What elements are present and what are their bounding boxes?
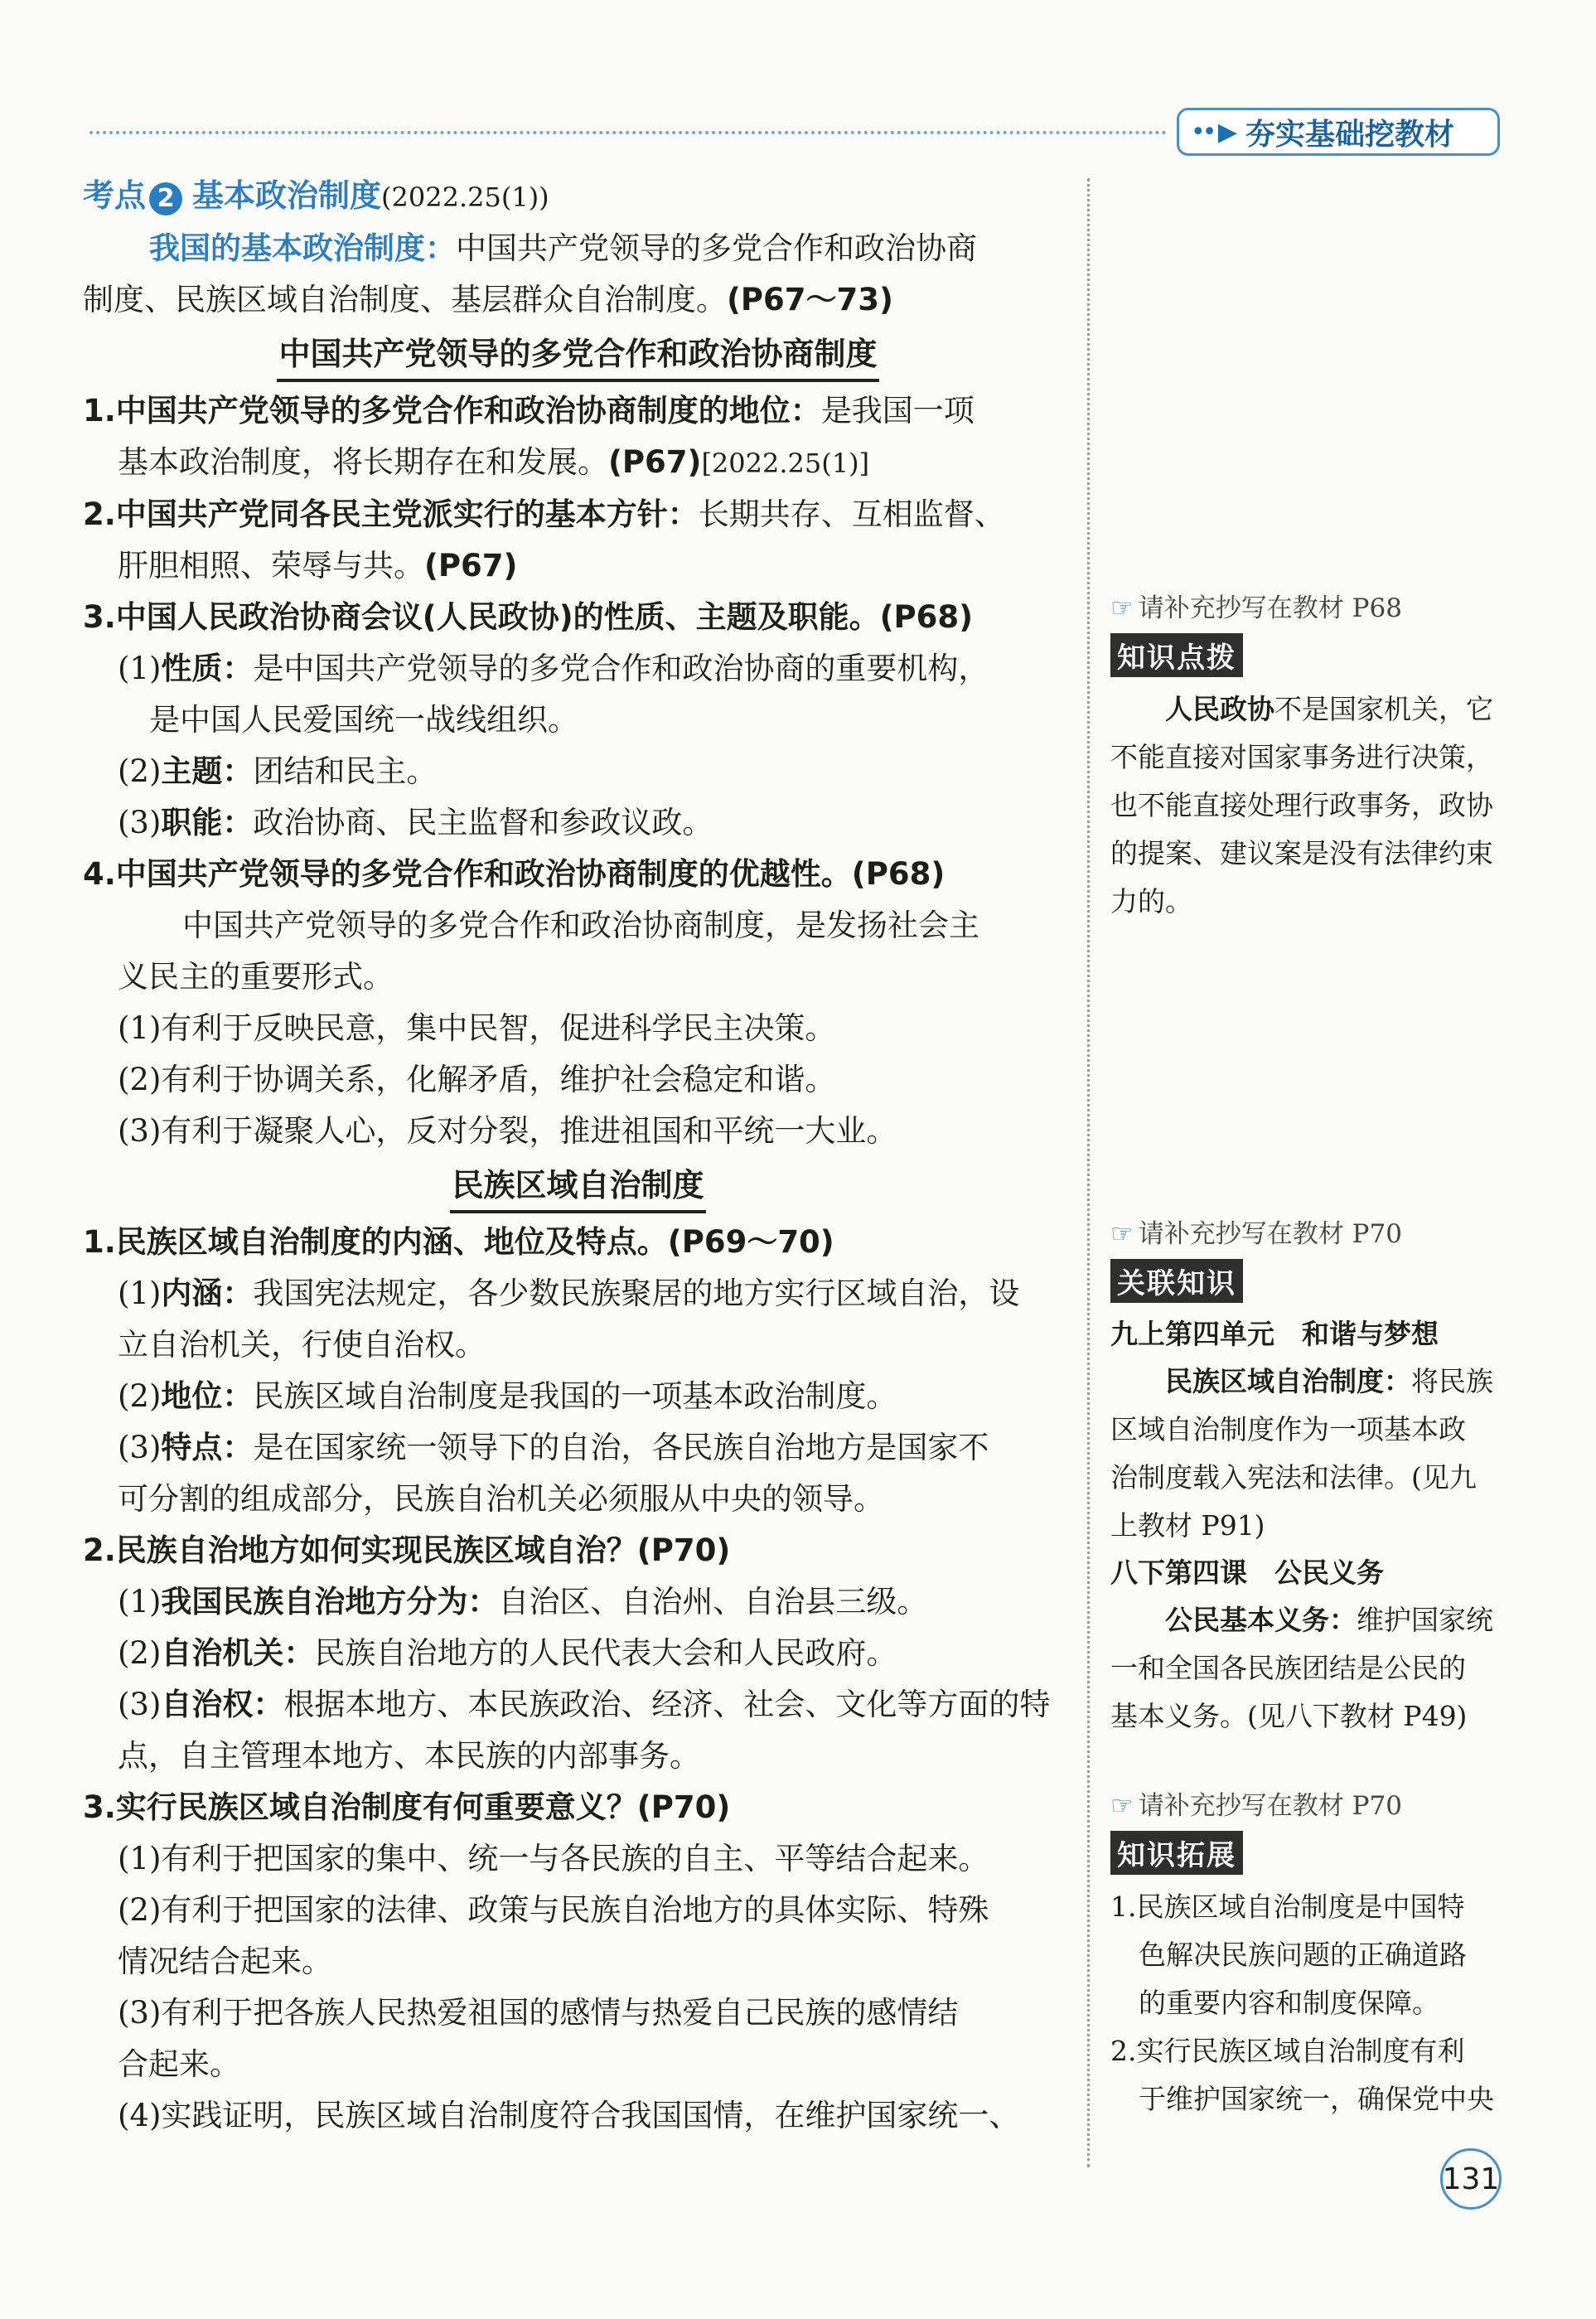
side2-t1-line-2: 区域自治制度作为一项基本政	[1110, 1413, 1466, 1445]
sec2-item-1-c-term: 特点：	[161, 1430, 254, 1465]
intro-text-1: 中国共产党领导的多党合作和政治协商	[456, 230, 977, 266]
sec2-item-1-b-text: 民族区域自治制度是我国的一项基本政治制度。	[253, 1378, 897, 1414]
sidebar-related-block	[1110, 1214, 1508, 1740]
intro-page: (P67～73)	[727, 282, 893, 317]
copy-note-1-text: 请补充抄写在教材 P68	[1138, 593, 1402, 623]
intro-line-1	[83, 223, 1073, 274]
sec2-item-1-c-text: 是在国家统一领导下的自治，各民族自治地方是国家不	[253, 1430, 989, 1465]
item-4-p2: 义民主的重要形式。	[118, 959, 394, 995]
kaodian-label: 考点	[83, 177, 147, 214]
pointing-hand-icon: ☞	[1110, 593, 1134, 623]
sec2-item-1-b-term: 地位：	[161, 1378, 254, 1414]
item-3-b	[83, 746, 1073, 797]
sec2-item-1-a-term: 内涵：	[161, 1276, 254, 1311]
kaodian-heading	[83, 170, 1073, 223]
copy-note-2-text: 请补充抄写在教材 P70	[1138, 1219, 1402, 1249]
pointing-hand-icon: ☞	[1110, 1219, 1134, 1249]
section-title-1	[83, 331, 1073, 382]
section-title-1-text: 中国共产党领导的多党合作和政治协商制度	[277, 331, 878, 382]
tag-guanlianzhishi: 关联知识	[1110, 1259, 1243, 1303]
arrow-icon: •• ▶	[1191, 117, 1234, 147]
item-1-line-1	[83, 385, 1073, 437]
item-3-a-num: (1)	[118, 651, 162, 686]
item-1-ref: [2022.25(1)]	[701, 448, 870, 479]
sec2-item-3-c: (3)有利于把各族人民热爱祖国的感情与热爱自己民族的感情结	[118, 1995, 959, 2031]
side2-t2-line-3: 基本义务。(见八下教材 P49)	[1110, 1700, 1468, 1732]
sec2-item-1-b	[83, 1371, 1073, 1422]
sec2-item-3-b: (2)有利于把国家的法律、政策与民族自治地方的具体实际、特殊	[118, 1892, 989, 1928]
side2-t1-term: 民族区域自治制度：	[1165, 1365, 1411, 1397]
item-3-a	[83, 643, 1073, 695]
item-2-text: 肝胆相照、荣辱与共。	[118, 548, 424, 583]
sec2-item-2-c-term: 自治权：	[161, 1687, 284, 1722]
side2-t1-text-a: 将民族	[1411, 1365, 1493, 1397]
header-dotted-rule	[89, 131, 1167, 134]
kaodian-title: 基本政治制度	[192, 177, 382, 214]
side2-t2-term: 公民基本义务：	[1165, 1604, 1357, 1636]
item-3-head: 3.中国人民政治协商会议(人民政协)的性质、主题及职能。(P68)	[83, 599, 974, 635]
section-tab-title: 夯实基础挖教材	[1245, 117, 1455, 152]
sec2-item-1-a-num: (1)	[118, 1276, 162, 1311]
intro-term: 我国的基本政治制度：	[149, 230, 456, 266]
side2-heading-2: 八下第四课 公民义务	[1110, 1556, 1384, 1589]
sec2-item-2-a-num: (1)	[118, 1584, 162, 1619]
tag-zhishidianbo: 知识点拨	[1110, 633, 1243, 677]
sec2-item-3-a: (1)有利于把国家的集中、统一与各民族的自主、平等结合起来。	[118, 1841, 989, 1876]
item-2-page: (P67)	[424, 548, 518, 583]
sec2-item-1-a	[83, 1268, 1073, 1319]
sidebar-extension-block	[1110, 1786, 1508, 2123]
sec2-item-2-a	[83, 1576, 1073, 1628]
item-2-line-1	[83, 489, 1073, 540]
item-3-c	[83, 797, 1073, 849]
kaodian-ref: (2022.25(1))	[381, 182, 549, 213]
sec2-item-3-b-line-2: 情况结合起来。	[118, 1944, 332, 1979]
sec2-item-1-head: 1.民族区域自治制度的内涵、地位及特点。(P69～70)	[83, 1224, 834, 1260]
column-divider	[1087, 178, 1090, 2167]
sec2-item-1-c-line-2: 可分割的组成部分，民族自治机关必须服从中央的领导。	[118, 1481, 884, 1517]
item-4-c: (3)有利于凝聚人心，反对分裂，推进祖国和平统一大业。	[118, 1113, 897, 1149]
sec2-item-2-c-text: 根据本地方、本民族政治、经济、社会、文化等方面的特	[283, 1687, 1051, 1722]
item-1-page: (P67)	[608, 444, 702, 480]
copy-note-2	[1110, 1214, 1508, 1254]
sec2-item-2-head: 2.民族自治地方如何实现民族区域自治？(P70)	[83, 1532, 731, 1568]
section-title-2	[83, 1162, 1073, 1213]
sec2-item-1-b-num: (2)	[118, 1378, 162, 1414]
item-4-p1: 中国共产党领导的多党合作和政治协商制度，是发扬社会主	[182, 908, 979, 943]
item-3-c-num: (3)	[118, 805, 162, 840]
sec2-item-2-c-num: (3)	[118, 1687, 162, 1722]
item-4-head: 4.中国共产党领导的多党合作和政治协商制度的优越性。(P68)	[83, 856, 946, 892]
copy-note-3-text: 请补充抄写在教材 P70	[1138, 1791, 1402, 1821]
side2-t1-line-1	[1110, 1358, 1508, 1406]
side2-t2-text-a: 维护国家统	[1357, 1604, 1493, 1636]
sec2-item-2-b-term: 自治机关：	[161, 1635, 315, 1671]
side1-text-1: 不是国家机关，它	[1274, 693, 1493, 725]
item-3-b-num: (2)	[118, 753, 162, 789]
sec2-item-2-b-text: 民族自治地方的人民代表大会和人民政府。	[314, 1635, 897, 1671]
section-tab	[1177, 108, 1500, 156]
sec2-item-2-c-line-2: 点，自主管理本地方、本民族的内部事务。	[118, 1738, 700, 1774]
item-3-c-text: 政治协商、民主监督和参政议政。	[253, 805, 713, 840]
side3-line-1: 1.民族区域自治制度是中国特	[1110, 1891, 1465, 1923]
main-column	[83, 170, 1073, 2142]
tag-zhishituozhan: 知识拓展	[1110, 1831, 1243, 1875]
item-3-a-line-2: 是中国人民爱国统一战线组织。	[149, 702, 578, 738]
item-3-c-term: 职能：	[161, 805, 254, 840]
sec2-item-1-c	[83, 1422, 1073, 1474]
sec2-item-1-c-num: (3)	[118, 1430, 162, 1465]
sec2-item-3-c-line-2: 合起来。	[118, 2046, 240, 2082]
item-2-head: 2.中国共产党同各民主党派实行的基本方针：	[83, 496, 699, 532]
kaodian-number: 2	[149, 182, 182, 215]
side3-line-4: 2.实行民族区域自治制度有利	[1110, 2035, 1465, 2067]
side1-term: 人民政协	[1165, 693, 1274, 725]
side2-t2-line-2: 一和全国各民族团结是公民的	[1110, 1652, 1466, 1684]
sidebar-tip-block	[1110, 588, 1508, 926]
item-2-tail: 长期共存、互相监督、	[698, 496, 1005, 532]
side1-line-4: 的提案、建议案是没有法律约束	[1110, 837, 1493, 869]
item-4-a: (1)有利于反映民意，集中民智，促进科学民主决策。	[118, 1010, 836, 1046]
item-2-line-2	[83, 540, 1073, 592]
side2-t1-line-3: 治制度载入宪法和法律。(见九	[1110, 1461, 1477, 1494]
side1-line-5: 力的。	[1110, 885, 1192, 917]
sec2-item-2-c	[83, 1679, 1073, 1731]
item-1-head: 1.中国共产党领导的多党合作和政治协商制度的地位：	[83, 393, 821, 428]
side1-line-3: 也不能直接处理行政事务，政协	[1110, 789, 1493, 821]
side3-line-2: 色解决民族问题的正确道路	[1139, 1939, 1467, 1971]
section-title-2-text: 民族区域自治制度	[450, 1162, 705, 1213]
sec2-item-1-a-text: 我国宪法规定，各少数民族聚居的地方实行区域自治，设	[253, 1276, 1020, 1311]
item-3-a-text: 是中国共产党领导的多党合作和政治协商的重要机构，	[253, 651, 989, 686]
page-number: 131	[1440, 2148, 1502, 2210]
intro-text-2: 制度、民族区域自治制度、基层群众自治制度。	[83, 282, 727, 317]
sec2-item-2-b-num: (2)	[118, 1635, 162, 1671]
sec2-item-3-head: 3.实行民族区域自治制度有何重要意义？(P70)	[83, 1789, 731, 1825]
sec2-item-2-a-text: 自治区、自治州、自治县三级。	[498, 1584, 928, 1619]
item-1-text: 基本政治制度，将长期存在和发展。	[118, 444, 608, 480]
side2-heading-1: 九上第四单元 和谐与梦想	[1110, 1318, 1439, 1350]
sec2-item-2-a-term: 我国民族自治地方分为：	[161, 1584, 499, 1619]
side2-t2-line-1	[1110, 1596, 1508, 1644]
sec2-item-1-a-line-2: 立自治机关，行使自治权。	[118, 1327, 486, 1363]
side1-line-1	[1110, 685, 1508, 733]
item-4-b: (2)有利于协调关系，化解矛盾，维护社会稳定和谐。	[118, 1062, 836, 1097]
side3-line-3: 的重要内容和制度保障。	[1139, 1987, 1439, 2019]
side3-line-5: 于维护国家统一，确保党中央	[1139, 2083, 1494, 2115]
side2-t1-line-4: 上教材 P91)	[1110, 1509, 1265, 1542]
item-3-a-term: 性质：	[161, 651, 254, 686]
side1-line-2: 不能直接对国家事务进行决策，	[1110, 741, 1493, 773]
copy-note-1	[1110, 588, 1508, 628]
item-1-tail: 是我国一项	[820, 393, 975, 428]
sec2-item-2-b	[83, 1628, 1073, 1679]
item-1-line-2	[83, 437, 1073, 489]
item-3-b-text: 团结和民主。	[253, 753, 438, 789]
sec2-item-3-d: (4)实践证明，民族区域自治制度符合我国国情，在维护国家统一、	[118, 2098, 1020, 2133]
pointing-hand-icon: ☞	[1110, 1791, 1134, 1821]
item-3-b-term: 主题：	[161, 753, 254, 789]
intro-line-2	[83, 274, 1073, 326]
copy-note-3	[1110, 1786, 1508, 1826]
